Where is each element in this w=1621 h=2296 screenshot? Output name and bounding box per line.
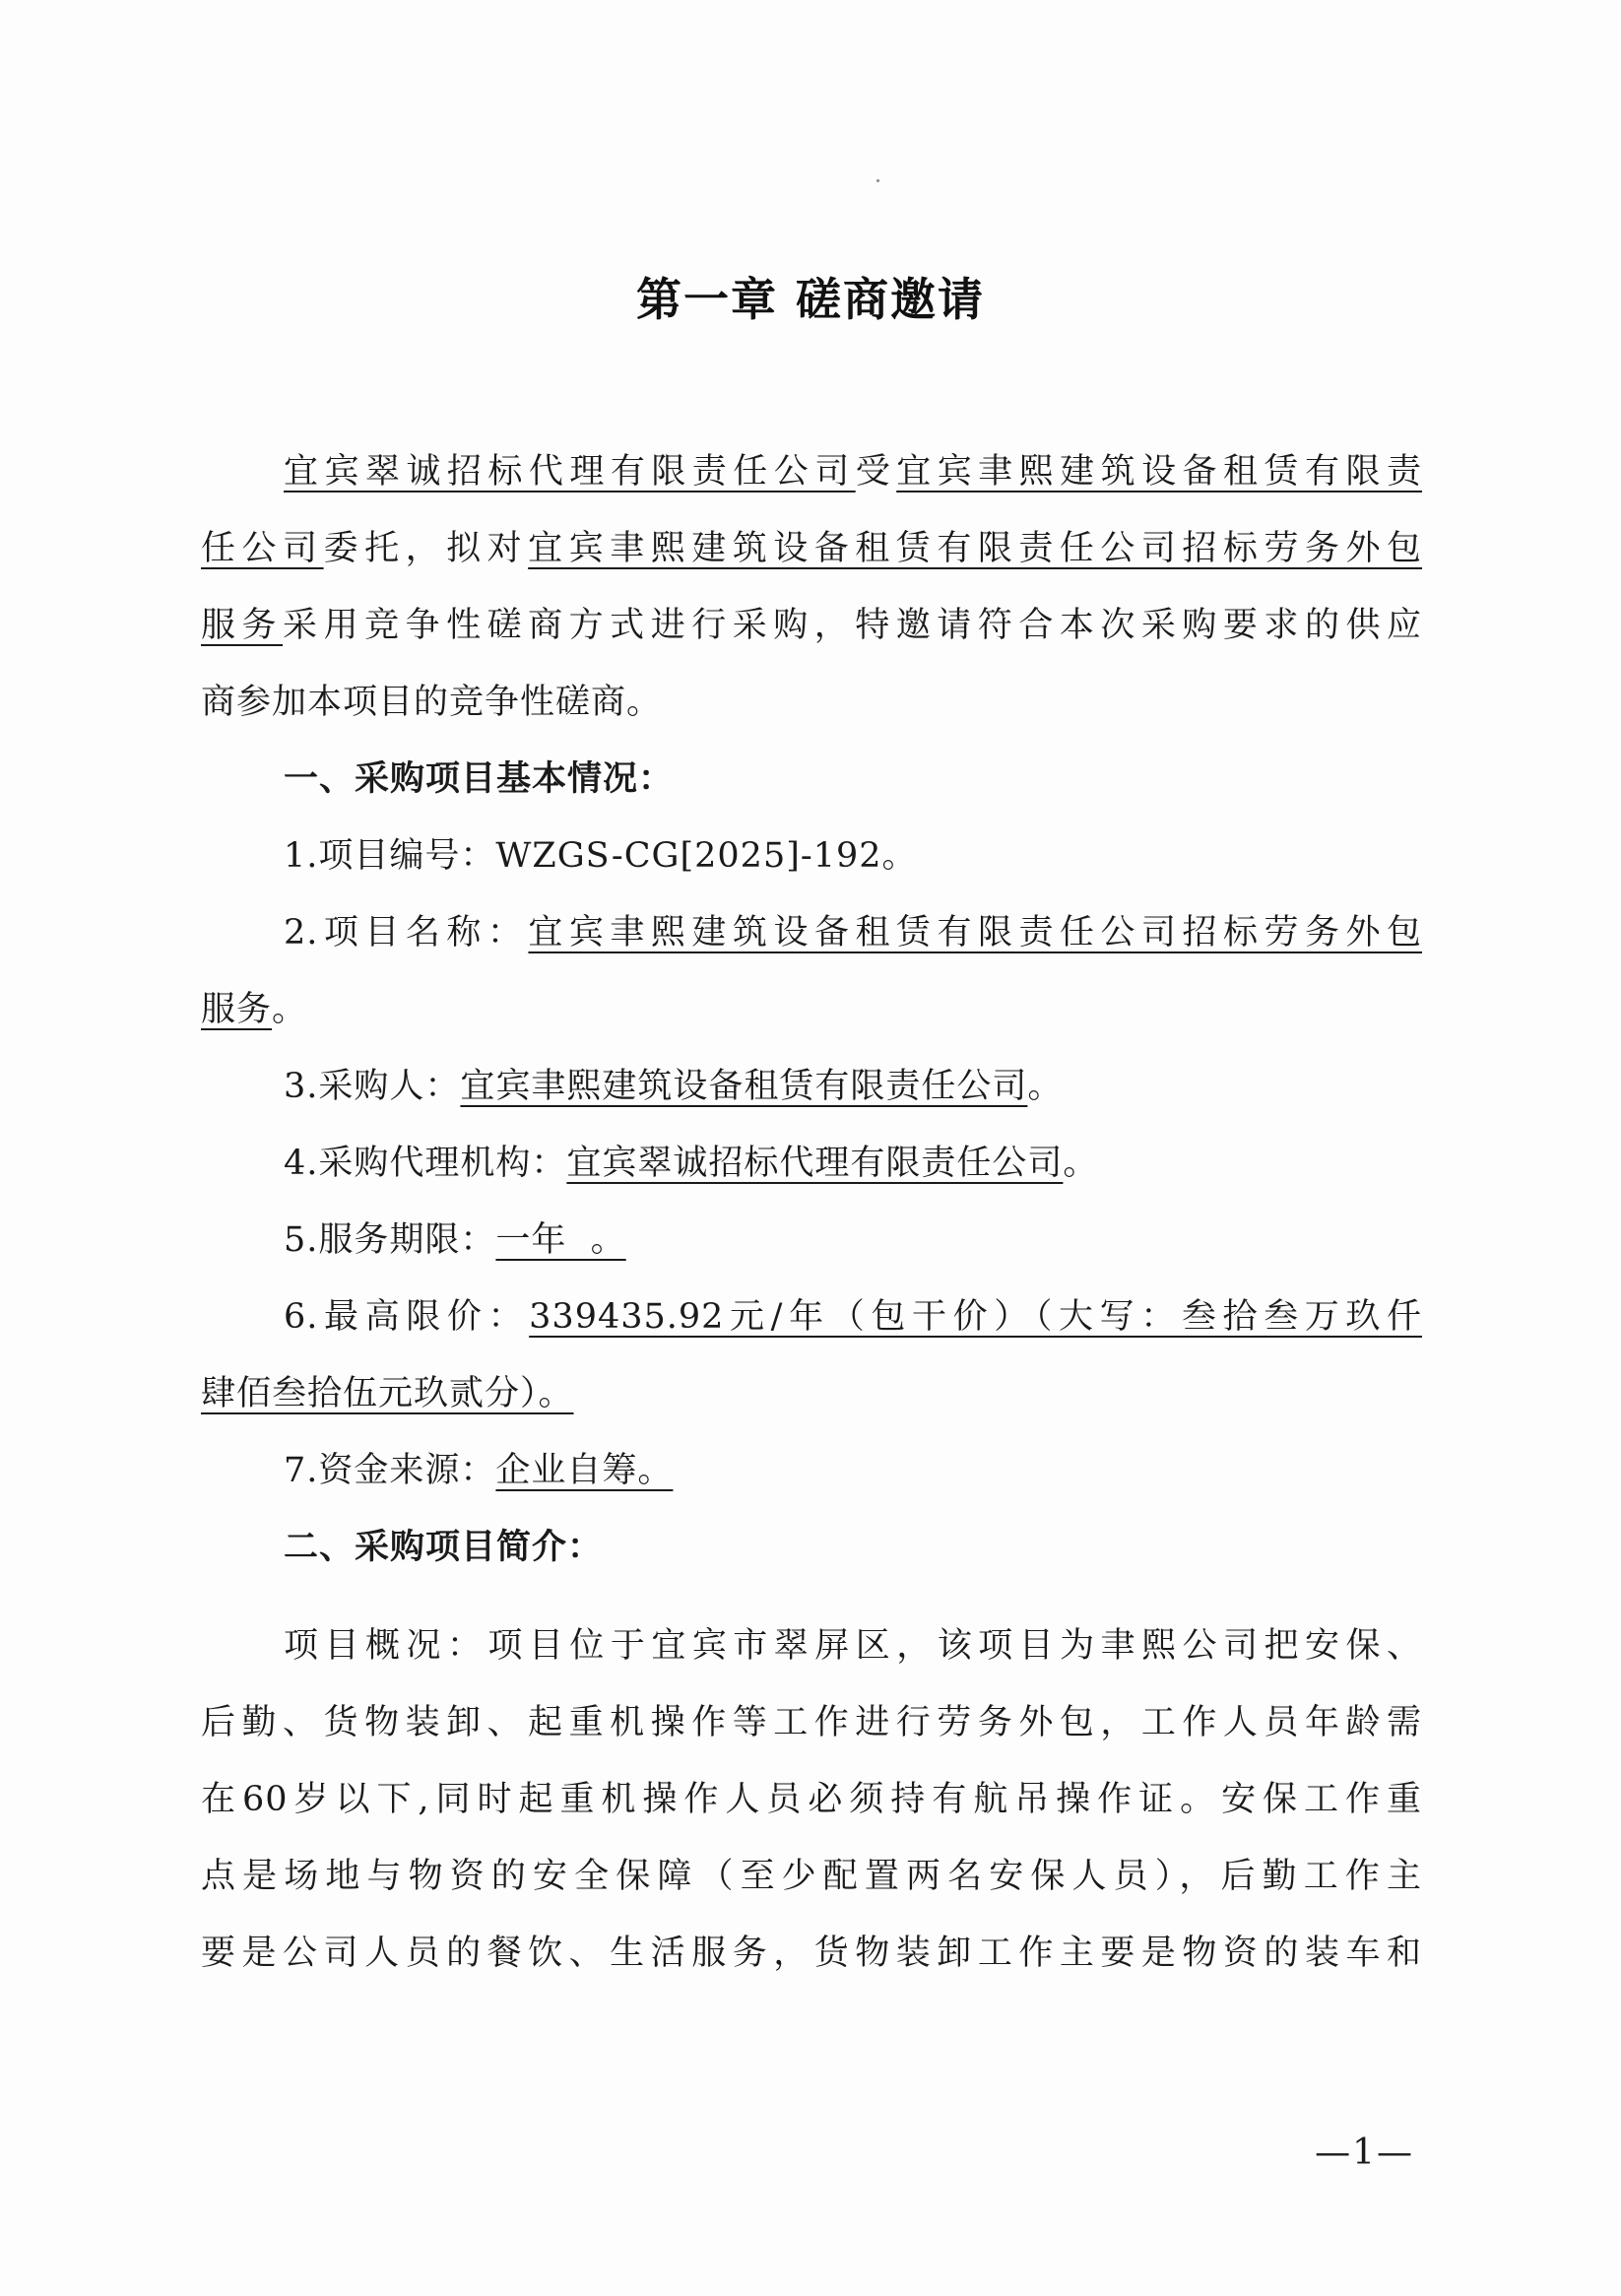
item-project-number: 1.项目编号：WZGS-CG[2025]-192。	[284, 836, 918, 876]
project-name-part1: 宜宾聿熙建筑设备租赁有限责任公司招标劳务外包	[528, 529, 1422, 568]
purchaser-name-part1: 宜宾聿熙建筑设备租赁有限责	[896, 452, 1422, 492]
scan-speck	[876, 179, 879, 182]
intro-line-3: 服务采用竞争性磋商方式进行采购，特邀请符合本次采购要求的供应	[201, 606, 1422, 645]
intro-line-4: 商参加本项目的竞争性磋商。	[201, 683, 663, 722]
overview-line-1: 项目概况：项目位于宜宾市翠屏区，该项目为聿熙公司把安保、	[284, 1626, 1422, 1666]
overview-line-4: 点是场地与物资的安全保障（至少配置两名安保人员），后勤工作主	[201, 1857, 1422, 1896]
overview-line-5: 要是公司人员的餐饮、生活服务，货物装卸工作主要是物资的装车和	[201, 1934, 1422, 1973]
overview-line-3: 在60岁以下,同时起重机操作人员必须持有航吊操作证。安保工作重	[201, 1780, 1422, 1819]
document-body	[201, 433, 1422, 1992]
item-max-price: 6.最高限价：339435.92元/年（包干价）（大写：叁拾叁万玖仟	[284, 1297, 1422, 1337]
item-agency: 4.采购代理机构：宜宾翠诚招标代理有限责任公司。	[284, 1144, 1099, 1183]
agency-name: 宜宾翠诚招标代理有限责任公司	[284, 452, 856, 492]
intro-line-2: 任公司委托，拟对宜宾聿熙建筑设备租赁有限责任公司招标劳务外包	[201, 529, 1422, 568]
item-fund-source: 7.资金来源：企业自筹。	[284, 1451, 674, 1490]
page-number: —1—	[1315, 2132, 1414, 2173]
project-name-part2: 服务	[201, 606, 284, 645]
section-1-heading: 一、采购项目基本情况：	[284, 759, 675, 799]
item-purchaser: 3.采购人：宜宾聿熙建筑设备租赁有限责任公司。	[284, 1067, 1064, 1106]
item-project-name-cont: 服务。	[201, 990, 308, 1029]
chapter-title: 第一章 磋商邀请	[635, 273, 985, 326]
item-service-period: 5.服务期限：一年 。	[284, 1220, 626, 1260]
item-max-price-cont: 肆佰叁拾伍元玖贰分）。	[201, 1374, 574, 1413]
overview-line-2: 后勤、货物装卸、起重机操作等工作进行劳务外包，工作人员年龄需	[201, 1703, 1422, 1742]
purchaser-name-part2: 任公司	[201, 529, 324, 568]
item-project-name: 2.项目名称：宜宾聿熙建筑设备租赁有限责任公司招标劳务外包	[284, 913, 1422, 952]
section-2-heading: 二、采购项目简介：	[284, 1528, 604, 1567]
intro-line-1: 宜宾翠诚招标代理有限责任公司受宜宾聿熙建筑设备租赁有限责	[284, 452, 1422, 492]
